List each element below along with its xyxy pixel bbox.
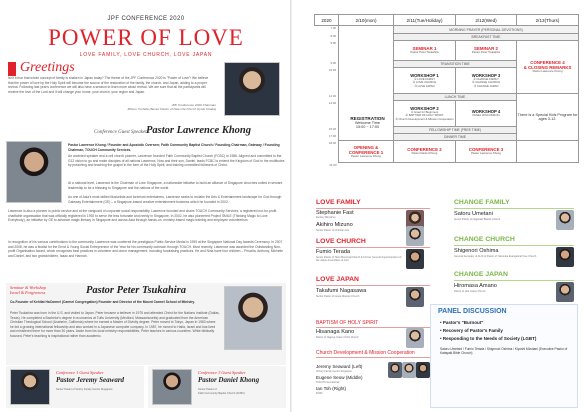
transition-row: TRANSITION TIME: [394, 61, 517, 68]
divider: [316, 357, 430, 358]
fellowship-row: FELLOWSHIP TIME (FREE TIME): [394, 127, 517, 134]
registration-time: 15:00 ~ 17:00: [355, 125, 380, 129]
registration-sub: Welcome Time: [354, 121, 381, 125]
registration-block: [340, 116, 395, 129]
person-name: Hisanaga Kano: [316, 329, 355, 335]
seminar-2-cell: [456, 41, 517, 61]
person-name: Shigenori Oshima: [454, 248, 499, 254]
ian-toh-photo: [416, 362, 430, 378]
satoru-umetani-photo: [556, 210, 574, 230]
schedule-header-day-4: 2/13(Thurs): [517, 15, 579, 26]
greetings-signature: [80, 103, 216, 111]
seminar-1-title: SEMINAR 1: [412, 46, 437, 52]
person-role: Pastor of Oita Grace Church: [454, 290, 486, 293]
workshop-3-cell: [456, 68, 517, 94]
conference-2-speaker: Pastor Daniel Khong: [411, 151, 438, 156]
workshop-2-item: ② BAPTISM OF HOLY SPIRIT: [405, 113, 444, 118]
time-label: 14:00: [329, 100, 336, 105]
divider: [316, 208, 430, 209]
conference-4-title: CONFERENCE 4: [530, 60, 565, 66]
conference-subtitle: LOVE FAMILY, LOVE CHURCH, LOVE JAPAN: [79, 52, 213, 58]
tsukahira-photo: [224, 286, 282, 350]
daniel-khong-tag: Conference 3 Guest Speaker: [198, 370, 246, 375]
greetings-accent-bar: [8, 62, 16, 76]
person-role: Victory Family Centre Singapore: [316, 370, 352, 373]
hisanaga-kano-photo: [406, 328, 424, 348]
conference-2-cell: [394, 141, 456, 163]
fumio-terada-photo: [406, 249, 424, 269]
opening-speaker: Pastor Lawrence Khong: [351, 153, 381, 158]
chairman-photo: [224, 62, 280, 116]
person-role: FCBC: [316, 392, 323, 395]
day4-evening-empty: [517, 141, 579, 163]
registration-title: REGISTRATION: [350, 116, 385, 121]
time-label: 7:30: [330, 26, 336, 30]
seminar-1-speaker: Pastor Peter Tsukahira: [410, 50, 439, 55]
daniel-khong-name: Pastor Daniel Khong: [198, 376, 260, 384]
panel-discussion-title: PANEL DISCUSSION: [438, 308, 507, 315]
time-label: 9:30: [330, 60, 336, 65]
time-label: 8:00: [330, 33, 336, 38]
conference-4-cell: [517, 41, 579, 94]
seaward-role: Senior Pastor of Victory Family Centre Singapore: [56, 388, 113, 391]
seaward-photo: [10, 369, 50, 405]
khong-speaker-name: Pastor Lawrence Khong: [146, 125, 252, 136]
divider: [316, 247, 430, 248]
panel-item: • Pastor's "Burnout": [440, 320, 484, 325]
khong-bio-5: In recognition of his various contributions to the community, Lawrence was conferred the prestigious Public Service Medal in 1999 at the Singapore National Day Awards Ceremony. In 2007 and 2008, he was a finalist for the Ernst & Young Social Entrepreneur of the Year for his community outreach through TOUCH. Most recently, Lawrence was awarded the Outstanding Non-profit Organisation Award, which recognises best practices in volunteer and donor management, including fundraising practices. He and Nina have four children – Priscilla, Anthony, Michelle and Daniel, and two grandchildren, Isaac and Hannah.: [8, 240, 283, 258]
conference-4-title-2: & CLOSING REMARKS: [523, 65, 572, 71]
person-role: TOUCH International: [316, 381, 340, 384]
time-label: 21:00: [329, 162, 337, 167]
time-label: 18:30: [329, 140, 336, 145]
jeremy-seaward-photo: [388, 362, 402, 378]
akihiro-mizuno-photo: [406, 226, 424, 246]
time-label: 12:30: [329, 93, 336, 98]
khong-bio-1: An anointed speaker and a cell church pioneer, Lawrence founded Faith Community Baptist Church (FCBC) in 1986. Aligned and committed to the G12 vision to go and make disciples of all nations Lawrence, Now and their son, Daniel, leads FCBC to extend the Kingdom of God to the multitudes by preaching and teaching the gospel in the form of the Holy Spirit, and training committed followers of Christ.: [68, 154, 285, 168]
person-name: Akihiro Mizuno: [316, 222, 353, 228]
church-dev-title: Church Development & Mission Cooperation: [316, 350, 415, 356]
takafumi-nagasawa-photo: [406, 287, 424, 307]
hiromasa-amano-photo: [556, 282, 574, 302]
kids-program-cell: There is a Special Kids Program for ages 3-12.: [517, 94, 579, 141]
workshop-2-item: ③ Church Development & Mission Cooperation: [395, 116, 454, 121]
change-japan-title: CHANGE JAPAN: [454, 271, 508, 278]
eugene-seow-photo: [402, 362, 416, 378]
workshop-2-cell: [394, 101, 456, 127]
tsukahira-roles: Co-Founder of Kehilat HaCarmel (Carmel Congregation) Founder and Director of the Mount Carmel School of Ministry.: [10, 300, 195, 304]
schedule-header-day-2: 2/11(Tue/Holiday): [394, 15, 456, 26]
opening-title-2: CONFERENCE 1: [348, 149, 384, 155]
opening-title: OPENING &: [353, 144, 379, 150]
person-name: Ian Toh (Right): [316, 386, 347, 391]
person-role: Senior Pastor of Grace Mission Church: [316, 295, 360, 298]
workshop-1-item: ① LOVE FAMILY: [413, 76, 436, 81]
conference-4-speaker: Pastor Lawrence Khong: [532, 69, 563, 74]
change-family-title: CHANGE FAMILY: [454, 199, 510, 206]
change-church-title: CHANGE CHURCH: [454, 236, 515, 243]
divider: [316, 285, 430, 286]
person-role: Destiny Ministries: [316, 216, 336, 219]
workshop-1-title: WORKSHOP 1: [410, 72, 439, 78]
conference-title: POWER OF LOVE: [48, 25, 244, 50]
person-name: Eugene Seow (Middle): [316, 375, 363, 380]
person-name: Jeremy Seaward (Left): [316, 364, 363, 369]
love-family-title: LOVE FAMILY: [316, 199, 361, 206]
person-name: Fumio Terada: [316, 249, 351, 255]
schedule-header-year: 2020: [315, 15, 339, 26]
tsukahira-name: Pastor Peter Tsukahira: [86, 285, 186, 296]
schedule-end-spacer: [339, 163, 579, 169]
shigenori-oshima-photo: [556, 247, 574, 267]
conference-label: JPF CONFERENCE 2020: [107, 16, 185, 22]
conference-3-cell: [456, 141, 517, 163]
person-name: Takafumi Nagasawa: [316, 288, 367, 294]
workshop-4-sub: PANEL DISCUSSION: [472, 113, 500, 118]
khong-bio-3: As one of Asia's most skilled illusionists and foremost entertainers, Lawrence seeks to reclaim the Arts & Entertainment landscape for God through Gateway Entertainment (GE) – a Singapore-based creative entertainment business which he founded in 2002.: [68, 195, 282, 204]
person-role: General Secretary of ALJC & Pastor of Yokosuka Evangelical Free Church: [454, 255, 537, 258]
conference-3-speaker: Pastor Lawrence Khong: [471, 151, 501, 156]
workshop-3-item: ③ CHANGE JAPAN: [473, 83, 499, 88]
workshop-1-item: ② LOVE CHURCH: [412, 80, 437, 85]
workshop-1-cell: [394, 68, 456, 94]
seaward-name: Pastor Jeremy Seaward: [56, 376, 125, 384]
tsukahira-bio: Peter Tsukahira was born in the U.S. and visited to Japan. Peter became a believer in 1975 and attended Christ for the Nations Institute (Dallas, Texas). He completed a Bachelor's degree in economics at Tufts University (Medford, Massachusetts) and graduated from the American Christian Theological School (Anaheim, California) where he earned a Master of Divinity degree. Peter moved to Tokyo, Japan in 1983 where he led a growing international fellowship and also worked in a Japanese computer company. In 1987, he moved to Haifa, Israel and has lived and ministered there for more than 30 years. Aside from his local ministry responsibilities, Peter teaches in various countries. While biblically focused, Peter's teaching is inspirational rather than academic.: [10, 311, 220, 338]
person-role: Senior Pastor of Christian Life: [316, 229, 350, 232]
conference-3-title: CONFERENCE 3: [468, 147, 504, 153]
lunch-row: LUNCH TIME: [394, 94, 517, 101]
seaward-tag: Conference 1 Guest Speaker: [56, 370, 104, 375]
morning-prayer-row: MORNING PRAYER (PERSONAL DEVOTIONS): [394, 26, 579, 34]
person-role: Senior Pastor of Nagasaki Baptist Church: [454, 218, 501, 221]
khong-photo: [6, 141, 62, 203]
khong-bio-2: At a national level, Lawrence is the Chairman of Love Singapore, a nationwide initiative to build an alliance of Singapore churches united in servant leadership to be a blessing to Singapore and the nations of the world.: [68, 181, 283, 190]
opening-conference-cell: [339, 141, 394, 163]
signature-title: JPF Conference 2020 Chairman: [171, 103, 216, 107]
workshop-3-item: ① CHANGE FAMILY: [473, 76, 499, 81]
seminar-2-title: SEMINAR 2: [474, 46, 498, 52]
time-label: 9:00: [330, 40, 336, 45]
signature-name: Mitsuo Yoshida (Senior Pastor of New Life Church Kyoto Osaka): [127, 107, 216, 112]
tsukahira-tag-1: Seminar & Workshop: [10, 285, 46, 290]
khong-roles: Pastor Lawrence Khong / Founder and Apostolic Overseer, Faith Community Baptist Church / Founding Chairman, Gateway / Founding Chairman, TOUCH Community Services.: [68, 143, 280, 152]
workshop-2-item: ① Israel for Beginners: [410, 109, 439, 114]
daniel-khong-role-2: Faith Community Baptist Church (FCBC): [198, 392, 245, 395]
baptism-title: BAPTISM OF HOLY SPIRIT: [316, 320, 379, 326]
love-church-title: LOVE CHURCH: [316, 238, 366, 245]
panel-item-text: Pastor's "Burnout": [442, 320, 484, 325]
khong-bio-4: Lawrence is also a pioneer in public service and at the vanguard of corporate social responsibility. Lawrence founded and chairs TOUCH Community Services, a registered not-for-profit charitable organisation that was officially registered in 1992 to serve the less fortunate and needy in Singapore. In 2002, he also pioneered Project SMILE (Thinking Magic to Love Everybody), an initiative by GE to advance magic literacy in Singapore and across Asia through hands-on, ministry-based magic training and employee volunteerism.: [8, 209, 277, 223]
person-name: Stephanie Fast: [316, 210, 354, 216]
workshop-3-title: WORKSHOP 3: [471, 72, 501, 78]
schedule-header-day-3: 2/12(Wed): [456, 15, 517, 26]
schedule-table: [314, 14, 578, 186]
person-role: Pastor of Nagoya Grace Christ Church: [316, 336, 359, 339]
workshop-2-title: WORKSHOP 2: [410, 105, 439, 111]
workshop-3-item: ② CHANGE CHURCH: [471, 80, 501, 85]
khong-speaker-tag: Conference Guest Speaker: [94, 130, 148, 135]
daniel-khong-role-1: Senior Pastor of: [198, 388, 217, 391]
workshop-4-title: WORKSHOP 4: [471, 109, 501, 115]
divider: [454, 208, 574, 209]
panel-item: • Responding to the Needs of Society (LGBT): [440, 336, 537, 341]
person-role: Senior Pastor of Taizo Memorial Church & Former General Superintendent of the Japan Assemblies of God: [316, 256, 402, 263]
time-label: 15:30: [329, 126, 336, 131]
breakfast-row: BREAKFAST TIME: [394, 34, 579, 41]
person-name: Satoru Umetani: [454, 211, 493, 217]
panel-item-text: Recovery of Pastor's Family: [442, 328, 503, 333]
time-label: 10:45: [329, 67, 336, 72]
seminar-1-cell: [394, 41, 456, 61]
daniel-khong-photo: [152, 369, 192, 405]
workshop-1-item: ③ LOVE JAPAN: [414, 83, 435, 88]
greetings-body: Isn't it true that whole concept of family is shaken in Japan today? The theme of the JPF Conference 2020 is "Power of Love"! We believe that the power of love by the Holy Spirit will become the source of the restoration of the family, the church, and Japan, adding to a proper revival. Following last year's conference we will also have a session to learn more about revival. We are sure that all the participants will receive the love of the Lord and it will change your home, your church, your region and Japan.: [8, 76, 209, 94]
panel-participants: Satoru Umetani / Fumio Terada / Shigenori Oshima / Kiyoshi Mizutani (Executive Pastor of Katayaki Bible Church): [440, 347, 568, 356]
workshop-4-cell: [456, 101, 517, 127]
person-name: Hiromasa Amano: [454, 283, 497, 289]
divider: [454, 245, 574, 246]
tsukahira-tag-2: Israel & Forgiveness: [10, 290, 46, 295]
divider: [454, 280, 574, 281]
panel-item-text: Responding to the Needs of Society (LGBT): [442, 336, 537, 341]
seminar-2-speaker: Pastor Peter Tsukahira: [471, 50, 501, 55]
schedule-header-day-1: 2/10(mon): [339, 15, 394, 26]
greetings-heading: Greetings: [20, 60, 75, 75]
panel-item: • Recovery of Pastor's Family: [440, 328, 503, 333]
conference-2-title: CONFERENCE 2: [407, 147, 442, 153]
time-label: 17:00: [329, 133, 336, 138]
love-japan-title: LOVE JAPAN: [316, 276, 359, 283]
dinner-row: DINNER TIME: [394, 134, 517, 141]
